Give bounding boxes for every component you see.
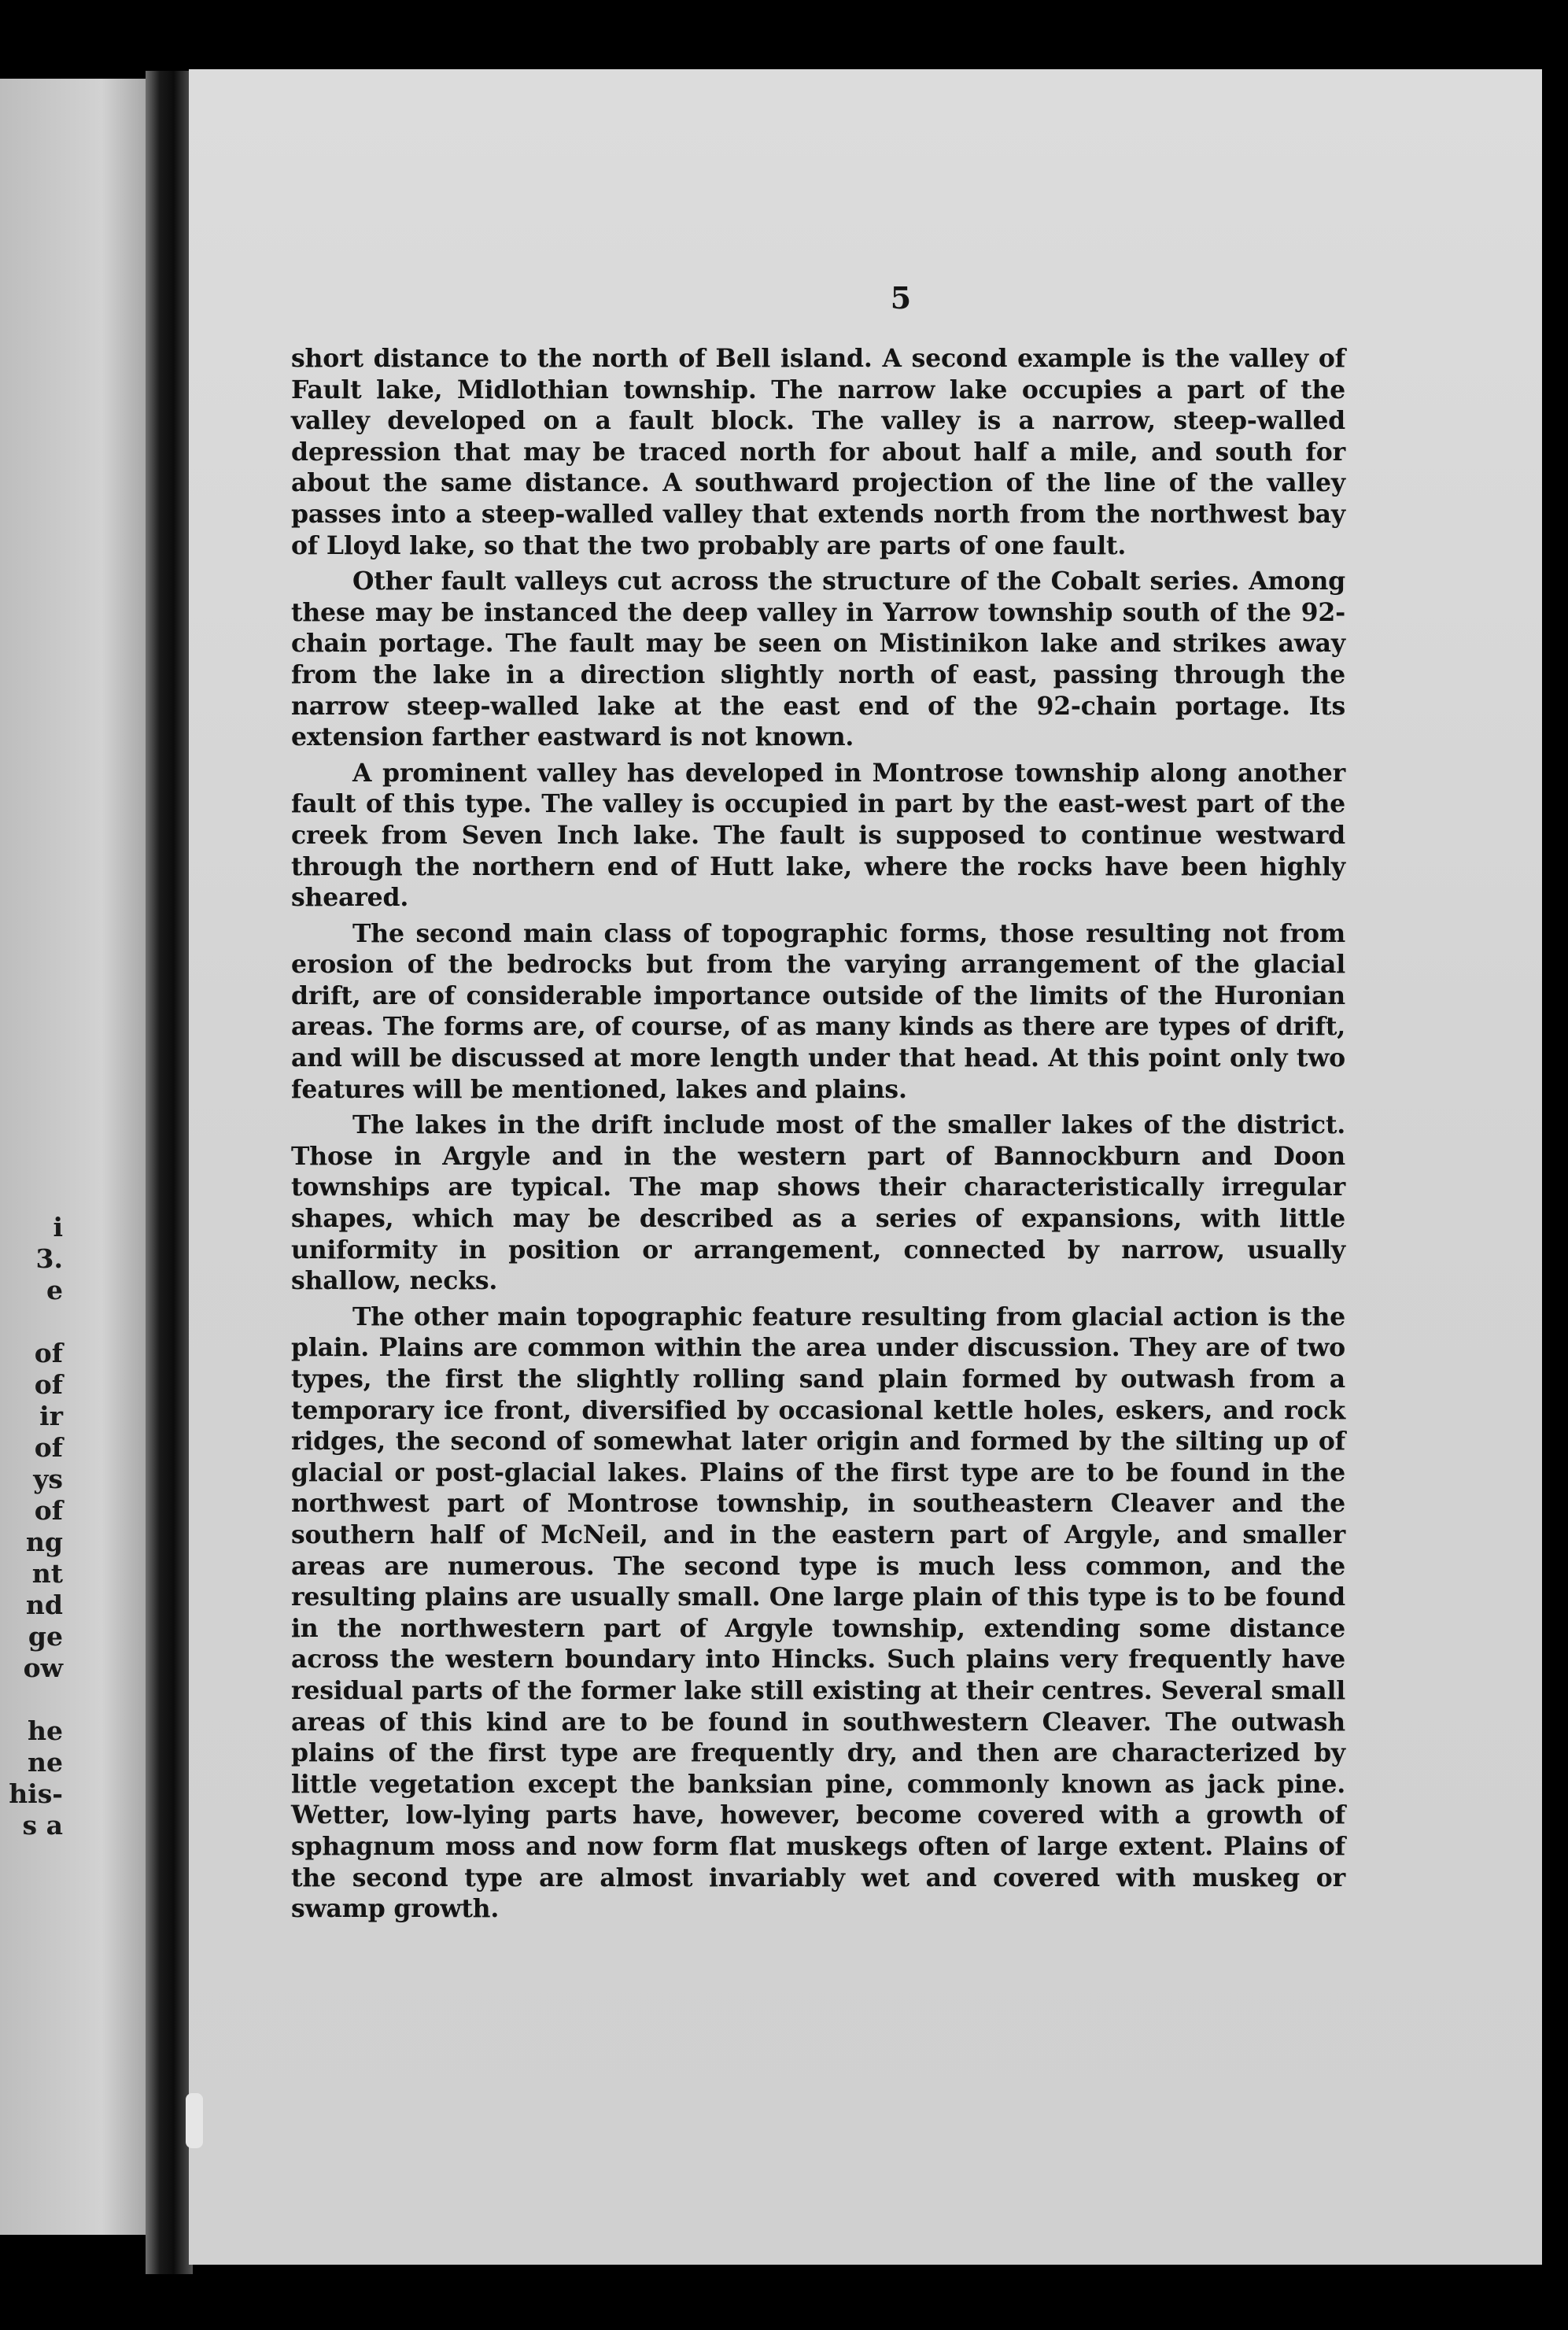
paragraph: A prominent valley has developed in Montrose township along another fault of this type. The valley is occupied in part by the east-west part of the creek from Seven Inch lake. The fault is supposed to continue westward through the northern end of Hutt lake, where the rocks have been highly sheared.	[291, 758, 1345, 913]
fragment-line: his-	[9, 1778, 63, 1809]
fragment-line: nt	[31, 1558, 63, 1589]
fragment-line: ow	[23, 1652, 63, 1683]
fragment-line: nd	[25, 1590, 63, 1620]
fragment-line: ne	[28, 1747, 63, 1778]
fragment-line: e	[46, 1275, 63, 1305]
paragraph: The second main class of topographic forms, those resulting not from erosion of the bedrocks but from the varying arrangement of the glacial drift, are of considerable importance outside of the limits of the Huronian areas. The forms are, of course, of as many kinds as there are types of drift, and will be discussed at more length under that head. At this point only two features will be mentioned, lakes and plains.	[291, 918, 1345, 1104]
paragraph: The lakes in the drift include most of the smaller lakes of the district. Those in Argyle and in the western part of Bannockburn and Doon townships are typical. The map shows their characteristically irregular shapes, which may be described as a series of expansions, with little uniformity in position or arrangement, connected by narrow, usually shallow, necks.	[291, 1110, 1345, 1296]
page-number: 5	[890, 280, 912, 316]
fragment-line: 3.	[35, 1243, 63, 1274]
paragraph: short distance to the north of Bell island. A second example is the valley of Fault lake, Midlothian township. The narrow lake occupies a part of the valley developed on a fault block. The valley is a narrow, steep-walled depression that may be traced north for about half a mile, and south for about the same distance. A southward projection of the line of the valley passes into a steep-walled valley that extends north from the northwest bay of Lloyd lake, so that the two probably are parts of one fault.	[291, 344, 1345, 560]
fragment-line: i	[53, 1212, 63, 1243]
paragraph: The other main topographic feature resulting from glacial action is the plain. Plains are common within the area under discussion. They are of two types, the first the slightly rolling sand plain formed by outwash from a temporary ice front, diversified by occasional kettle holes, eskers, and rock ridges, the second of somewhat later origin and formed by the silting up of glacial or post-glacial lakes. Plains of the first type are to be found in the northwest part of Montrose township, in southeastern Cleaver and the southern half of McNeil, and in the eastern part of Argyle, and smaller areas are numerous. The second type is much less common, and the resulting plains are usually small. One large plain of this type is to be found in the northwestern part of Argyle township, extending some distance across the western boundary into Hincks. Such plains very frequently have residual parts of the former lake still existing at their centres. Several small areas of this kind are to be found in southwestern Cleaver. The outwash plains of the first type are frequently dry, and then are characterized by little vegetation except the banksian pine, commonly known as jack pine. Wetter, low-lying parts have, however, become covered with a growth of sphagnum moss and now form flat muskegs often of large extent. Plains of the second type are almost invariably wet and covered with muskeg or swamp growth.	[291, 1302, 1345, 1924]
fragment-line	[0, 1306, 63, 1338]
fragment-line: s a	[22, 1810, 63, 1841]
fragment-line: he	[28, 1715, 63, 1746]
fragment-line: ir	[39, 1401, 63, 1431]
binding-mark	[186, 2093, 203, 2148]
fragment-line	[0, 1684, 63, 1715]
document-page	[189, 69, 1542, 2265]
body-text	[291, 343, 1345, 1929]
fragment-line: ys	[33, 1464, 63, 1494]
paragraph: Other fault valleys cut across the structure of the Cobalt series. Among these may be instanced the deep valley in Yarrow township south of the 92-chain portage. The fault may be seen on Mistinikon lake and strikes away from the lake in a direction slightly north of east, passing through the narrow steep-walled lake at the east end of the 92-chain portage. Its extension farther eastward is not known.	[291, 567, 1345, 752]
fragment-line: of	[34, 1369, 63, 1400]
fragment-line: ge	[28, 1621, 63, 1652]
fragment-line: of	[34, 1338, 63, 1368]
left-facing-page	[0, 79, 146, 2235]
book-gutter	[146, 71, 193, 2274]
fragment-line: of	[34, 1495, 63, 1526]
left-page-text-fragments	[0, 1212, 63, 1841]
fragment-line: ng	[25, 1527, 63, 1557]
fragment-line: of	[34, 1432, 63, 1463]
